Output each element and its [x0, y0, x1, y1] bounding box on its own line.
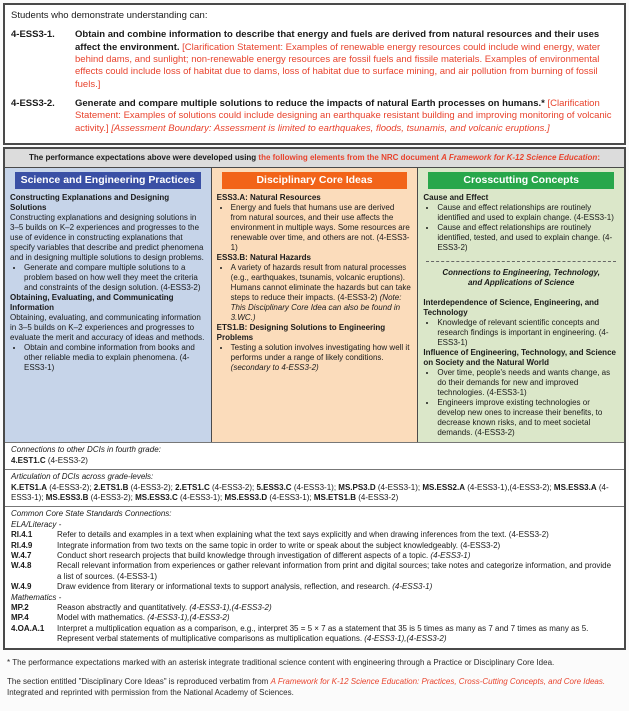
standard-cite: (4-ESS3-2): [460, 540, 501, 550]
banner-prefix: The performance expectations above were developed using: [29, 153, 259, 163]
bullet-item: • Generate and compare multiple solutions to a problem based on how well they meet the criteria and constraints of the design solution. (4-ESS3-2): [24, 263, 206, 293]
foundation-matrix: [3, 147, 626, 649]
section-body: Obtaining, evaluating, and communicating information in 3–5 builds on K–2 experiences and progresses to evaluate the merit and accuracy of ideas and methods.: [10, 312, 205, 342]
bullet-list: [10, 263, 206, 293]
bullet-list: [217, 343, 413, 373]
standard-text: Reason abstractly and quantitatively.: [57, 602, 190, 612]
bullet-item: • Knowledge of relevant scientific concepts and research findings is important in engineering. (4-ESS3-1): [437, 318, 619, 348]
common-core-row: [5, 506, 624, 647]
ccss-standard-row: [11, 603, 618, 613]
bullet-item: • Over time, people's needs and wants change, as do their demands for new and improved technologies. (4-ESS3-1): [437, 368, 619, 398]
ccss-standard-row: [11, 582, 618, 592]
pe-code: 4-ESS3-1.: [11, 29, 55, 41]
intro-text: Students who demonstrate understanding can:: [11, 10, 208, 21]
bullet-list: [423, 368, 619, 438]
section-heading: Influence of Engineering, Technology, and Science on Society and the Natural World: [423, 348, 616, 368]
asterisk-footnote: * The performance expectations marked with an asterisk integrate traditional science content with engineering through a Practice or Disciplinary Core Idea.: [7, 657, 555, 667]
ccss-standard-row: [11, 624, 618, 645]
pe-row-4-ess3-2: [11, 98, 618, 135]
section-heading: Cause and Effect: [423, 192, 489, 202]
pe-text: [75, 98, 618, 135]
section-heading: ESS3.B: Natural Hazards: [216, 252, 311, 262]
pe-assessment-boundary: [Assessment Boundary: Assessment is limited to earthquakes, floods, tsunamis, and volcanic eruptions.]: [111, 122, 550, 134]
column-practices-header: Science and Engineering Practices: [15, 172, 201, 189]
column-crosscutting: [417, 168, 624, 443]
section-heading: ESS3.A: Natural Resources: [216, 192, 321, 202]
section-body: Constructing explanations and designing solutions in 3–5 builds on K–2 experiences and progresses to the use of evidence in constructing explanations that specify variables that describe and predict phenomena and in designing multiple solutions to design problems.: [10, 212, 204, 262]
framework-title: A Framework for K-12 Science Education: Practices, Cross-Cutting Concepts, and Core Ideas.: [270, 677, 606, 687]
bullet-list: [217, 203, 413, 253]
standard-code: RI.4.1: [11, 530, 33, 540]
ela-literacy-label: ELA/Literacy -: [11, 519, 62, 529]
framework-title: A Framework for K-12 Science Education: [441, 153, 598, 163]
standard-cite: (4-ESS3-2): [508, 530, 549, 540]
bullet-item: • Cause and effect relationships are routinely identified and used to explain change. (4-ESS3-1): [437, 203, 619, 223]
standard-text: Recall relevant information from experiences or gather relevant information from print and digital sources; take notes and categorize information, and provide a list of sources.: [57, 561, 612, 581]
standard-cite: (4-ESS3-1): [430, 550, 471, 560]
ccss-standard-row: [11, 551, 618, 561]
standard-text: Refer to details and examples in a text when explaining what the text says explicitly and when drawing inferences from the text.: [57, 530, 509, 540]
section-heading: ETS1.B: Designing Solutions to Engineering Problems: [216, 322, 386, 342]
pe-statement: Obtain and combine information to describe that energy and fuels are derived from natural resources and their uses affect the environment.: [75, 29, 600, 53]
bullet-list: [423, 318, 619, 348]
standard-code: MP.4: [11, 613, 29, 623]
bullet-item: • A variety of hazards result from natural processes (e.g., earthquakes, tsunamis, volcanic eruptions). Humans cannot eliminate the hazards but can take steps to reduce their impacts. (4-ESS3-2) (Note: This Disciplinary Core Idea can also be found in 3.WC.): [231, 263, 413, 323]
bullet-item: • Cause and effect relationships are routinely identified, tested, and used to explain change. (4-ESS3-2): [437, 223, 619, 253]
ccss-standard-row: [11, 561, 618, 582]
bullet-list: [10, 343, 206, 373]
standard-cite: (4-ESS3-1): [117, 571, 158, 581]
column-core-ideas-header: Disciplinary Core Ideas: [222, 172, 408, 189]
standard-cite: (4-ESS3-1),(4-ESS3-2): [364, 634, 447, 644]
connections-fourth-grade-content: [11, 456, 618, 466]
standard-code: RI.4.9: [11, 540, 33, 550]
banner-highlight: the following elements from the NRC document: [258, 153, 442, 163]
dashed-divider: [426, 261, 616, 262]
column-core-ideas: [211, 168, 418, 443]
standard-cite: (4-ESS3-1),(4-ESS3-2): [147, 613, 230, 623]
standard-text: Draw evidence from literary or informational texts to support analysis, reflection, and research.: [57, 582, 393, 592]
dci-cite: (4-ESS3-2): [45, 455, 88, 465]
bullet-note: (secondary to 4-ESS3-2): [230, 362, 319, 372]
bullet-list: [423, 203, 619, 253]
ccss-standard-row: [11, 613, 618, 623]
standard-cite: (4-ESS3-1),(4-ESS3-2): [189, 602, 272, 612]
articulation-row: [5, 469, 624, 506]
pe-clarification: [Clarification Statement: Examples of renewable energy resources could include wind energy, water behind dams, and sunlight; non-renewable energy resources are fossil fuels and fissile materials. Examples of environmental effects could include loss of habitat due to dams, loss of habitat due to surface mining, and air pollution from burning of fossil fuels.]: [75, 41, 601, 90]
standard-text: Integrate information from two texts on the same topic in order to write or speak about the subject knowledgeably.: [57, 540, 461, 550]
standard-cite: (4-ESS3-1): [392, 582, 433, 592]
articulation-content: K.ETS1.A (4-ESS3-2); 2.ETS1.B (4-ESS3-2); 2.ETS1.C (4-ESS3-2); 5.ESS3.C (4-ESS3-1); MS.PS3.D (4-ESS3-1); MS.ESS2.A (4-ESS3-1),(4-ESS3-2); MS.ESS3.A (4-ESS3-1); MS.ESS3.B (4-ESS3-2); MS.ESS3.C (4-ESS3-1); MS.ESS3.D (4-ESS3-1); MS.ETS1.B (4-ESS3-2): [11, 482, 609, 503]
dci-reproduction-notice: The section entitled "Disciplinary Core Ideas" is reproduced verbatim from A Framework for K-12 Science Education: Practices, Cross-Cutting Concepts, and Core Ideas. Integrated and reprinted with permission from the National Academy of Sciences.: [7, 677, 606, 698]
bullet-item: • Energy and fuels that humans use are derived from natural sources, and their use affects the environment in multiple ways. Some resources are renewable over time, and others are not. (4-ESS3-1): [231, 203, 413, 253]
bullet-item: • Testing a solution involves investigating how well it performs under a range of likely conditions. (secondary to 4-ESS3-2): [231, 343, 413, 373]
standard-code: W.4.9: [11, 582, 32, 592]
pe-clarification: [Clarification Statement: Examples of solutions could include designing an earthquake resistant building and improving monitoring of volcanic activity.]: [75, 98, 612, 134]
pe-statement: Generate and compare multiple solutions to reduce the impacts of natural Earth processes on humans.*: [75, 98, 548, 110]
section-heading: Constructing Explanations and Designing Solutions: [10, 192, 170, 212]
column-practices: [5, 168, 211, 443]
standard-code: MP.2: [11, 602, 29, 612]
pe-code: 4-ESS3-2.: [11, 98, 55, 110]
bullet-item: • Engineers improve existing technologies or develop new ones to increase their benefits, to decrease known risks, and to meet societal demands. (4-ESS3-2): [437, 398, 619, 438]
footnotes: [3, 650, 626, 699]
standard-text: Model with mathematics.: [57, 613, 148, 623]
pe-text: [75, 29, 618, 91]
articulation-label: Articulation of DCIs across grade-levels:: [11, 472, 154, 482]
three-columns: [5, 168, 624, 443]
pe-row-4-ess3-1: [11, 29, 618, 91]
standard-code: W.4.8: [11, 561, 32, 571]
mathematics-label: Mathematics -: [11, 592, 62, 602]
section-heading: Interdependence of Science, Engineering, and Technology: [423, 298, 599, 318]
section-heading: Obtaining, Evaluating, and Communicating Information: [10, 292, 174, 312]
performance-expectations-box: [3, 3, 626, 145]
banner-colon: :: [597, 153, 600, 163]
engineering-connections-heading: Connections to Engineering, Technology, and Applications of Science: [442, 267, 600, 288]
bullet-item: • Obtain and combine information from books and other reliable media to explain phenomena. (4-ESS3-1): [24, 343, 206, 373]
bullet-list: [217, 263, 413, 323]
standard-text: Interpret a multiplication equation as a comparison, e.g., interpret 35 = 5 × 7 as a statement that 35 is 5 times as many as 7 and 7 times as many as 5. Represent verbal statements of multiplicative comparisons as multiplication equations.: [57, 623, 589, 644]
standard-text: Conduct short research projects that build knowledge through investigation of different aspects of a topic.: [57, 550, 431, 560]
connections-fourth-grade-label: Connections to other DCIs in fourth grade:: [11, 445, 161, 455]
standard-code: 4.OA.A.1: [11, 623, 45, 633]
standard-code: W.4.7: [11, 550, 32, 560]
dci-code: 4.EST1.C: [11, 455, 46, 465]
common-core-label: Common Core State Standards Connections:: [11, 509, 172, 519]
framework-banner: [5, 149, 624, 168]
column-crosscutting-header: Crosscutting Concepts: [428, 172, 614, 189]
connections-fourth-grade-row: [5, 442, 624, 469]
bullet-note: (Note: This Disciplinary Core Idea can also be found in 3.WC.): [230, 292, 402, 322]
ccss-standard-row: [11, 530, 618, 540]
ccss-standard-row: [11, 541, 618, 551]
